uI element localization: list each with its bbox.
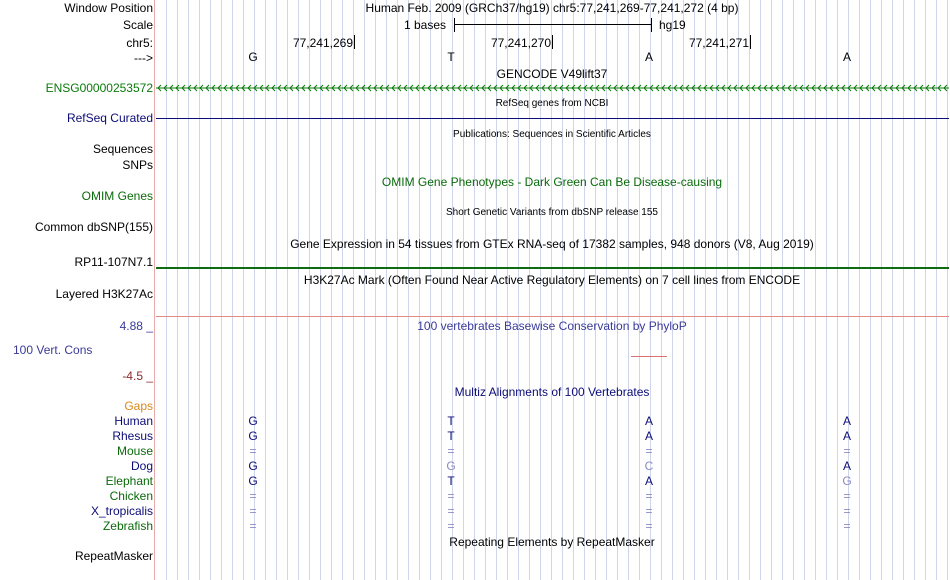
alignment-base: = — [843, 489, 851, 503]
alignment-base: T — [447, 414, 455, 428]
strand-label: ---> — [134, 51, 153, 65]
alignment-base: G — [446, 459, 456, 473]
alignment-base: = — [645, 504, 653, 518]
phylop-max-value: 4.88 _ — [119, 319, 153, 333]
repeatmasker-track-title: Repeating Elements by RepeatMasker — [449, 535, 655, 549]
alignment-base: T — [447, 429, 455, 443]
sequences-track-label[interactable]: Sequences — [92, 142, 153, 156]
alignment-base: = — [249, 504, 257, 518]
ruler-base: A — [644, 50, 654, 64]
species-label[interactable]: X_tropicalis — [90, 504, 153, 518]
alignment-base: A — [842, 429, 852, 443]
species-label[interactable]: Mouse — [116, 444, 153, 458]
alignment-base: A — [842, 414, 852, 428]
alignment-base: = — [843, 504, 851, 518]
snps-track-label[interactable]: SNPs — [122, 158, 153, 172]
multiz-track-title: Multiz Alignments of 100 Vertebrates — [454, 385, 650, 399]
phylop-min-value: -4.5 _ — [122, 369, 153, 383]
scale-label: Scale — [122, 18, 153, 32]
alignment-base: G — [248, 414, 258, 428]
dbsnp-track-title: Short Genetic Variants from dbSNP release 155 — [446, 207, 658, 218]
refseq-track-title: RefSeq genes from NCBI — [495, 98, 609, 109]
alignment-base: C — [644, 459, 654, 473]
repeatmasker-track-label[interactable]: RepeatMasker — [74, 549, 153, 563]
species-label[interactable]: Dog — [130, 459, 153, 473]
alignment-base: = — [843, 519, 851, 533]
alignment-base: = — [447, 519, 455, 533]
alignment-base: A — [644, 474, 654, 488]
alignment-base: = — [249, 519, 257, 533]
position-tick-3 — [750, 35, 751, 49]
omim-track-title: OMIM Gene Phenotypes - Dark Green Can Be Disease-causing — [381, 175, 723, 189]
refseq-gene-feature[interactable] — [156, 118, 949, 119]
alignment-base: G — [248, 459, 258, 473]
alignment-base: = — [447, 444, 455, 458]
alignment-base: A — [842, 459, 852, 473]
ruler-base: T — [447, 50, 455, 64]
alignment-base: G — [248, 429, 258, 443]
window-position-label: Window Position — [64, 1, 153, 15]
position-tick-1 — [354, 35, 355, 49]
scale-bar — [454, 24, 651, 25]
position-tick-2 — [552, 35, 553, 49]
gencode-track-label[interactable]: ENSG00000253572 — [45, 81, 153, 95]
position-label-2: 77,241,270 — [490, 36, 551, 50]
h3k27ac-track-title: H3K27Ac Mark (Often Found Near Active Regulatory Elements) on 7 cell lines from ENCODE — [303, 273, 801, 287]
window-position-value: Human Feb. 2009 (GRCh37/hg19) chr5:77,241,269-77,241,272 (4 bp) — [365, 1, 739, 15]
scale-bar-right-tick — [651, 18, 652, 32]
phylop-track-title: 100 vertebrates Basewise Conservation by PhyloP — [417, 319, 687, 333]
dbsnp-track-label[interactable]: Common dbSNP(155) — [34, 220, 153, 234]
alignment-base: T — [447, 474, 455, 488]
gencode-track-title: GENCODE V49lift37 — [496, 67, 608, 81]
phylop-track-label[interactable]: 100 Vert. Cons — [13, 343, 93, 357]
label-separator — [154, 0, 155, 580]
phylop-signal-segment — [631, 356, 667, 357]
scale-value: 1 bases — [404, 18, 447, 32]
gaps-track-label[interactable]: Gaps — [124, 399, 153, 413]
omim-track-label[interactable]: OMIM Genes — [81, 189, 153, 203]
position-label-1: 77,241,269 — [292, 36, 353, 50]
species-label[interactable]: Elephant — [105, 474, 153, 488]
gencode-gene-feature[interactable] — [156, 82, 949, 94]
gtex-track-label[interactable]: RP11-107N7.1 — [74, 255, 153, 269]
alignment-base: = — [645, 489, 653, 503]
ruler-base: G — [248, 50, 258, 64]
h3k27ac-track-label[interactable]: Layered H3K27Ac — [55, 287, 153, 301]
species-label[interactable]: Chicken — [109, 489, 153, 503]
species-label[interactable]: Human — [114, 414, 153, 428]
alignment-base: = — [645, 444, 653, 458]
chrom-label: chr5: — [126, 36, 153, 50]
gtex-track-title: Gene Expression in 54 tissues from GTEx RNA-seq of 17382 samples, 948 donors (V8, Aug 2019) — [290, 237, 814, 251]
h3k27ac-signal-baseline — [156, 316, 949, 317]
scale-bar-left-tick — [454, 18, 455, 32]
alignment-base: = — [249, 444, 257, 458]
publications-track-title: Publications: Sequences in Scientific Articles — [453, 129, 651, 140]
alignment-base: A — [644, 414, 654, 428]
alignment-base: A — [644, 429, 654, 443]
alignment-base: = — [447, 504, 455, 518]
species-label[interactable]: Zebrafish — [102, 519, 153, 533]
species-label[interactable]: Rhesus — [112, 429, 153, 443]
alignment-base: G — [248, 474, 258, 488]
alignment-base: G — [842, 474, 852, 488]
gtex-gene-feature[interactable] — [156, 267, 949, 269]
alignment-base: = — [249, 489, 257, 503]
position-label-3: 77,241,271 — [688, 36, 749, 50]
alignment-base: = — [645, 519, 653, 533]
refseq-track-label[interactable]: RefSeq Curated — [66, 111, 153, 125]
alignment-base: = — [447, 489, 455, 503]
alignment-base: = — [843, 444, 851, 458]
ruler-base: A — [842, 50, 852, 64]
scale-assembly: hg19 — [659, 18, 686, 32]
